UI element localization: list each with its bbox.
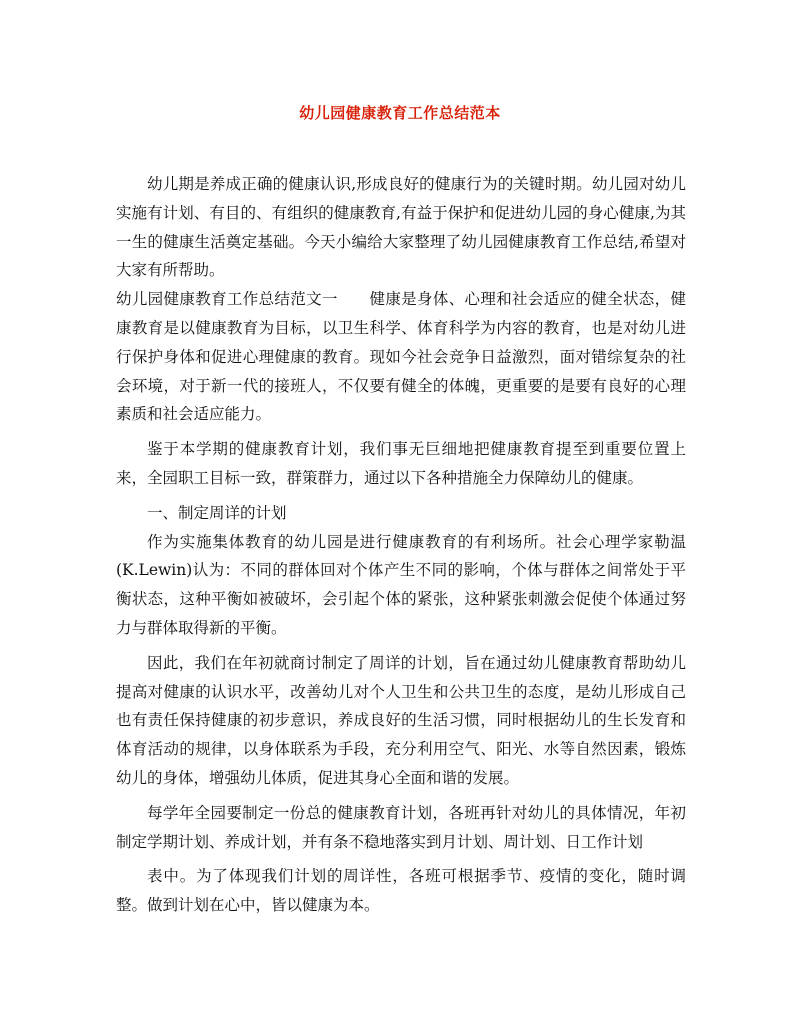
paragraph-table: 表中。为了体现我们计划的周详性，各班可根据季节、疫情的变化，随时调整。做到计划在心中，皆以健康为本。 <box>116 867 686 915</box>
paragraph-sample-one: 幼儿园健康教育工作总结范文一 健康是身体、心理和社会适应的健全状态，健康教育是以健康教育为目标，以卫生科学、体育科学为内容的教育，也是对幼儿进行保护身体和促进心理健康的教育。现如今社会竞争日益激烈，面对错综复杂的社会环境，对于新一代的接班人，不仅要有健全的体魄，更重要的是要有良好的心理素质和社会适应能力。 <box>116 290 686 424</box>
paragraph-annual-plan: 每学年全园要制定一份总的健康教育计划，各班再针对幼儿的具体情况，年初制定学期计划、养成计划，并有条不稳地落实到月计划、周计划、日工作计划 <box>116 803 686 851</box>
paragraph-therefore: 因此，我们在年初就商讨制定了周详的计划，旨在通过幼儿健康教育帮助幼儿提高对健康的认识水平，改善幼儿对个人卫生和公共卫生的态度，是幼儿形成自己也有责任保持健康的初步意识，养成良好的生活习惯，同时根据幼儿的生长发育和体育活动的规律，以身体联系为手段，充分利用空气、阳光、水等自然因素，锻炼幼儿的身体，增强幼儿体质，促进其身心全面和谐的发展。 <box>116 653 686 787</box>
document-title: 幼儿园健康教育工作总结范本 <box>299 104 501 122</box>
section-heading-plan: 一、制定周详的计划 <box>147 503 287 522</box>
paragraph-intro: 幼儿期是养成正确的健康认识,形成良好的健康行为的关键时期。幼儿园对幼儿实施有计划、有目的、有组织的健康教育,有益于保护和促进幼儿园的身心健康,为其一生的健康生活奠定基础。今天小编给大家整理了幼儿园健康教育工作总结,希望对大家有所帮助。 <box>116 175 686 280</box>
paragraph-lewin: 作为实施集体教育的幼儿园是进行健康教育的有利场所。社会心理学家勒温(K.Lewin)认为：不同的群体回对个体产生不同的影响，个体与群体之间常处于平衡状态，这种平衡如被破坏，会引起个体的紧张，这种紧张刺激会促使个体通过努力与群体取得新的平衡。 <box>116 532 686 637</box>
document-body <box>116 170 686 920</box>
paragraph-plan-overview: 鉴于本学期的健康教育计划，我们事无巨细地把健康教育提至到重要位置上来，全园职工目标一致，群策群力，通过以下各种措施全力保障幼儿的健康。 <box>116 440 686 487</box>
